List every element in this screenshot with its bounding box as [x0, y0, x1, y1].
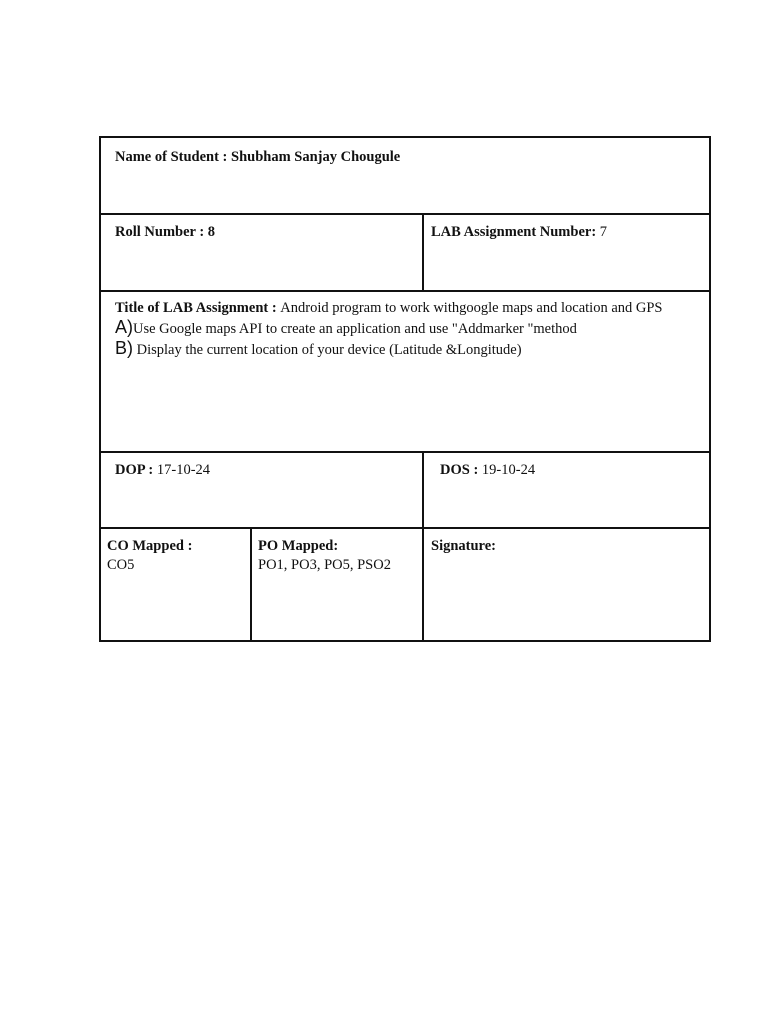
po-mapped-cell — [250, 529, 422, 640]
dos-value: 19-10-24 — [481, 462, 536, 478]
roll-row — [101, 215, 709, 292]
title-value: Android program to work withgoogle maps and location and GPS — [280, 300, 663, 316]
item-b — [115, 339, 703, 360]
item-b-marker: B) — [115, 338, 133, 358]
dos-label: DOS : — [440, 462, 482, 478]
lab-number-cell — [422, 215, 709, 290]
roll-number-label: Roll Number : — [115, 224, 208, 240]
student-name-cell — [101, 138, 709, 213]
dop-cell — [101, 453, 422, 527]
student-name-row — [101, 138, 709, 215]
title-cell — [101, 292, 709, 451]
dop-label: DOP : — [115, 462, 157, 478]
co-mapped-cell — [101, 529, 250, 640]
co-mapped-label: CO Mapped : — [107, 538, 193, 554]
title-line — [115, 299, 703, 318]
title-label: Title of LAB Assignment : — [115, 300, 281, 316]
dos-cell — [422, 453, 709, 527]
lab-number-value: 7 — [596, 224, 608, 240]
po-mapped-label: PO Mapped: — [258, 538, 339, 554]
title-row — [101, 292, 709, 453]
po-mapped-value: PO1, PO3, PO5, PSO2 — [258, 557, 391, 573]
co-mapped-value: CO5 — [107, 557, 135, 573]
signature-label: Signature: — [431, 538, 496, 554]
roll-number-value: 8 — [207, 224, 216, 240]
item-a-text: Use Google maps API to create an application and use "Addmarker "method — [133, 321, 577, 337]
dop-value: 17-10-24 — [156, 462, 211, 478]
lab-cover-table — [99, 136, 711, 642]
dates-row — [101, 453, 709, 529]
roll-number-cell — [101, 215, 422, 290]
student-name-value: Shubham Sanjay Chougule — [231, 149, 401, 165]
lab-number-label: LAB Assignment Number: — [431, 224, 597, 240]
signature-cell — [422, 529, 709, 640]
mapping-row — [101, 529, 709, 640]
student-name-label: Name of Student : — [115, 149, 231, 165]
item-a — [115, 318, 703, 339]
item-a-marker: A) — [115, 317, 133, 337]
item-b-text: Display the current location of your device (Latitude &Longitude) — [133, 342, 522, 358]
